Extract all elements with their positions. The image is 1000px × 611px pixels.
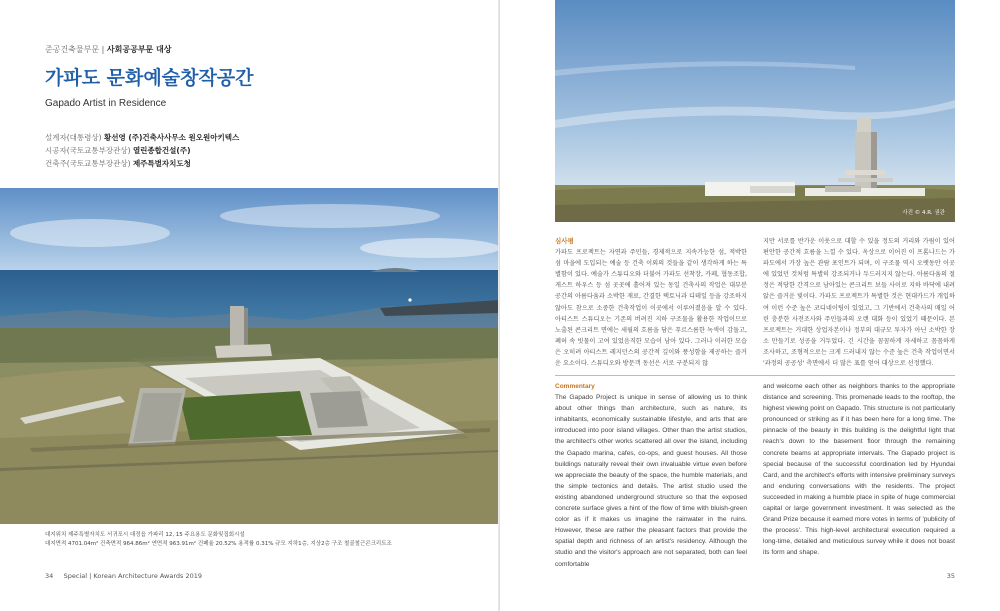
review-ko-text-2: 지만 서로를 반가운 이웃으로 대할 수 있을 정도의 거리와 가림이 있어 편안한 공간적 흐름을 느낄 수 있다. 옥상으로 이어진 이 프롬나드는 가파도에서 가장 높은 관람 포인트가 되며, 이 구조물 역시 오랫동안 이곳에 있었던 것처럼 특별히 강조되거나 두드러지지 않는다. 아름다움의 절정은 적당한 간격으로 남아있는 콘크리트 보들 사이로 지하 바닥에 내려앉은 즐거운 빛이다. 가파도 프로젝트가 특별한 것은 현대카드가 개입하여 이런 수준 높은 코디네이팅이 있었고, 그 기반에서 건축사의 매일 어린 충분한 사전조사와 주민들과의 오랜 대화 등이 있었기 때문이다. 본 프로젝트는 거대한 상업자본이나 정부의 대규모 투자가 아닌 소박한 장소 만들기로 성공을 거두었다. 긴 시간을 꼼꼼하게 자세하고 꼼꼼하게 조사하고, 조형적으로는 크게 드러내지 않는 수준 높은 건축 작업이면서 '과정의 공공성' 측면에서 더 많은 표를 얻어 대상으로 선정했다. <box>763 238 955 368</box>
review-en-text-2: and welcome each other as neighbors thanks to the appropriate distance and screening. This promenade leads to the rooftop, the highest viewing point on Gapado. This structure is not particularly pronounced or striking as if it has been here for a long time. The pinnacle of the beauty in this building is the delightful light that reach's down to the basement floor through the remaining concrete beams at appropriate intervals. The Gapado project is special because of the successful coordination led by Hyundai Card, and the architect's efforts with intensive preliminary surveys and enduring conversations with the residents. The project succeeded in making a humble place in spite of huge commercial capital or large government investment. It was selected as the Grand Prize because it earned more votes in terms of 'publicity of the process'. This high-level architectural execution required a long-time, detailed and meticulous survey while it does not boast its form and shape. <box>763 383 955 557</box>
page-subtitle: Gapado Artist in Residence <box>45 98 167 109</box>
credit-role: 설계자(대통령상) <box>45 133 102 142</box>
credits-list <box>45 131 239 170</box>
credit-role: 시공자(국토교통부장관상) <box>45 146 131 155</box>
footer-publication: Korean Architecture Awards 2019 <box>93 572 203 580</box>
credit-value: 제주특별자치도청 <box>132 159 191 168</box>
footer-separator: | <box>89 572 94 580</box>
aerial-photo-illustration <box>0 188 500 524</box>
category-line <box>45 44 172 55</box>
credit-contractor <box>45 144 239 157</box>
page-number-right: 35 <box>946 572 955 580</box>
main-aerial-photo <box>0 188 500 524</box>
footer-spacer <box>55 572 61 580</box>
photo-credit: 사진 © 4.R. 권관 <box>902 210 945 216</box>
page-number-left: 34 <box>45 572 54 580</box>
review-ko-column-2 <box>763 236 955 369</box>
footer-left <box>45 572 202 580</box>
credit-client <box>45 157 239 170</box>
review-ko-column-1 <box>555 236 747 369</box>
credit-architect <box>45 131 239 144</box>
credit-role: 건축주(국토교통부장관상) <box>45 159 131 168</box>
footer-section: Special <box>63 572 88 580</box>
section-divider <box>555 375 955 376</box>
review-ko-heading: 심사평 <box>555 237 574 245</box>
exterior-photo <box>555 0 955 222</box>
review-ko-text-1: 가파도 프로젝트는 자연과 주민들, 경제적으로 지속가능한 섬, 적박한 섬 마을에 도입되는 예술 등 건축 이외의 것들을 같이 생각하게 하는 특별함이 있다. 예술가 스튜디오와 더불어 가파도 선착장, 카페, 협동조합, 게스트 하우스 등 섬 곳곳에 흩어져 있는 동일 건축사의 작업은 대부분 공간의 아름다움과 소박한 재료, 간결한 택토닉과 디테일 등을 강조하지 않아도 참으로 소중한 건축작업이 이곳에서 이루어졌음을 알 수 있다. 아티스트 스튜디오는 기존의 버려진 지하 구조물을 활용한 작업이므로 노출된 콘크리트 면에는 세월의 흐름을 담은 푸르스름한 녹색이 감돌고, 폐허 속 빗물이 고여 있었음직한 모습이 남아 있다. 그러나 이러한 모습은 오히려 아티스트 레지던스의 공간적 깊이와 풍성함을 제공하는 즐거운 요소이다. 스튜디오와 방문객 동선은 서로 구분되지 않 <box>555 249 747 368</box>
category-separator: | <box>101 45 107 54</box>
caption-line-1: 대지위치 제주특별자치도 서귀포시 대정읍 가파리 12, 15 주요용도 문화및집회시설 <box>45 532 245 538</box>
credit-value: 열린종합건설(주) <box>132 146 191 155</box>
exterior-photo-illustration <box>555 0 955 222</box>
caption-line-2: 대지면적 4701.04m² 건축면적 964.86m² 연면적 963.91m² 건폐율 20.52% 용적률 0.31% 규모 지하1층, 지상2층 구조 철골철근콘크리트조 <box>45 541 392 547</box>
review-en-heading: Commentary <box>555 383 595 390</box>
page-title: 가파도 문화예술창작공간 <box>45 67 254 89</box>
section-name: 준공건축물부문 <box>45 45 100 54</box>
credit-value: 황선영 (주)건축사사무소 원오원아키텍스 <box>103 133 240 142</box>
review-en-text-1: The Gapado Project is unique in sense of allowing us to think about other things than architecture, such as nature, its inhabitants, economically sustainable lifestyle, and arts that are introduced into poor island villages. Other than the artist studios, the architect's other works scattered all over the island, including the Gapado marina, cafes, co-ops, and guest houses. All those buildings naturally reveal their own invaluable virtue even before we appreciate the beauty of the space, the humble materials, and the simple tectonics and details. The artist studio used the existing abandoned underground structure so that the exposed concrete surface gives a hint of the flow of time with bluish-green color as if it makes us imagine the rainwater in the ruins. However, these are rather the pleasant factors that provide the spatial depth and richness of an artist's residency. Although the studio and the visitor's approach are not separated, both can feel comfortable <box>555 394 747 568</box>
award-name: 사회공공부문 대상 <box>106 45 172 54</box>
review-en-column-2 <box>763 381 955 559</box>
project-data-caption <box>45 531 392 549</box>
review-en-column-1 <box>555 381 747 570</box>
